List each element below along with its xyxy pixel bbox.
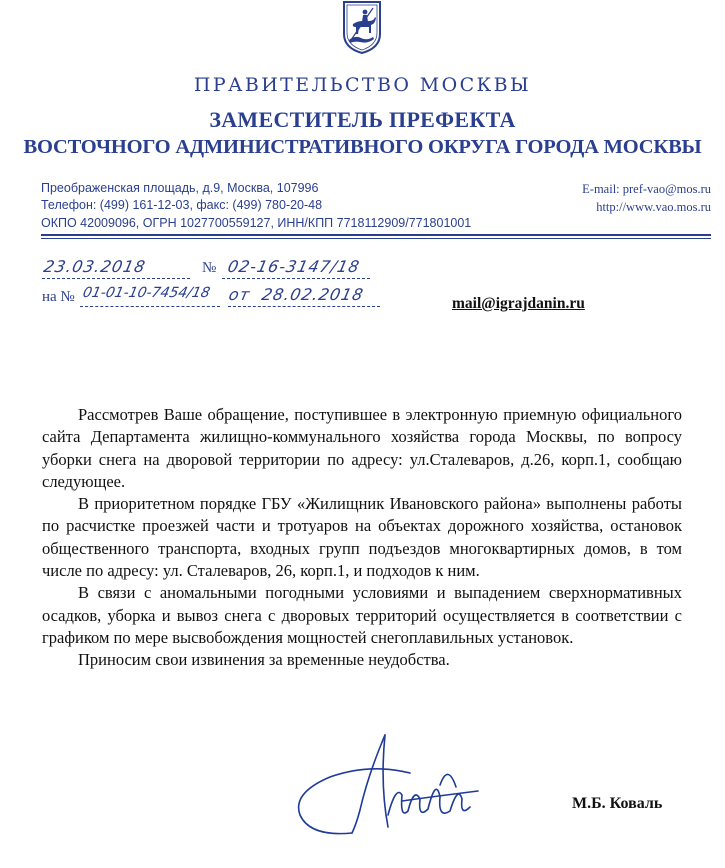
in-reply-label: на № bbox=[42, 289, 75, 305]
number-label: № bbox=[202, 260, 217, 276]
office-title-line2: ВОСТОЧНОГО АДМИНИСТРАТИВНОГО ОКРУГА ГОРОДА МОСКВЫ bbox=[23, 136, 702, 158]
office-email: E-mail: pref-vao@mos.ru bbox=[582, 182, 711, 196]
body-paragraph: Приносим свои извинения за временные неудобства. bbox=[78, 650, 450, 670]
recipient-email[interactable]: mail@igrajdanin.ru bbox=[452, 295, 585, 312]
in-reply-number-underline bbox=[80, 305, 220, 307]
moscow-coat-of-arms-icon bbox=[341, 0, 383, 54]
office-registry-codes: ОКПО 42009096, ОГРН 1027700559127, ИНН/КПП 7718112909/771801001 bbox=[41, 216, 472, 230]
letter-body bbox=[42, 404, 682, 672]
government-heading: ПРАВИТЕЛЬСТВО МОСКВЫ bbox=[193, 74, 532, 96]
body-paragraph: В связи с аномальными погодными условиями и выпадением сверхнормативных осадков, уборка и вывоз снега с дворовых территорий осуществляется в соответствии с графиком по мере высвобождения мощностей снегоплавильных установок. bbox=[42, 583, 682, 647]
office-phone: Телефон: (499) 161-12-03, факс: (499) 780-20-48 bbox=[41, 198, 323, 212]
office-address: Преображенская площадь, д.9, Москва, 107996 bbox=[41, 181, 319, 195]
in-reply-date-underline bbox=[228, 305, 380, 307]
office-title-line1: ЗАМЕСТИТЕЛЬ ПРЕФЕКТА bbox=[209, 107, 516, 132]
in-reply-number: 01-01-10-7454/18 bbox=[81, 285, 212, 301]
date-underline bbox=[42, 277, 190, 279]
body-paragraph: В приоритетном порядке ГБУ «Жилищник Ивановского района» выполнены работы по расчистке проезжей части и тротуаров на объектах дорожного хозяйства, остановок общественного транспорта, входных групп подъездов многоквартирных домов, в том числе по адресу: ул. Сталеваров, 26, корп.1, и подходов к ним. bbox=[42, 494, 682, 581]
number-underline bbox=[222, 277, 370, 279]
letter-number: 02-16-3147/18 bbox=[225, 257, 362, 276]
body-paragraph: Рассмотрев Ваше обращение, поступившее в электронную приемную официального сайта Департамента жилищно-коммунального хозяйства города Москвы, по вопросу уборки снега на дворовой территории по адресу: ул.Сталеваров, д.26, корп.1, сообщаю следующее. bbox=[42, 405, 682, 491]
from-label: от bbox=[226, 285, 253, 304]
handwritten-signature bbox=[290, 715, 490, 845]
office-website: http://www.vao.mos.ru bbox=[596, 200, 711, 214]
header-divider bbox=[41, 234, 711, 236]
letter-date: 23.03.2018 bbox=[41, 257, 148, 276]
header-divider-thin bbox=[41, 238, 711, 239]
signer-name: М.Б. Коваль bbox=[572, 795, 663, 812]
in-reply-date: 28.02.2018 bbox=[259, 285, 366, 304]
